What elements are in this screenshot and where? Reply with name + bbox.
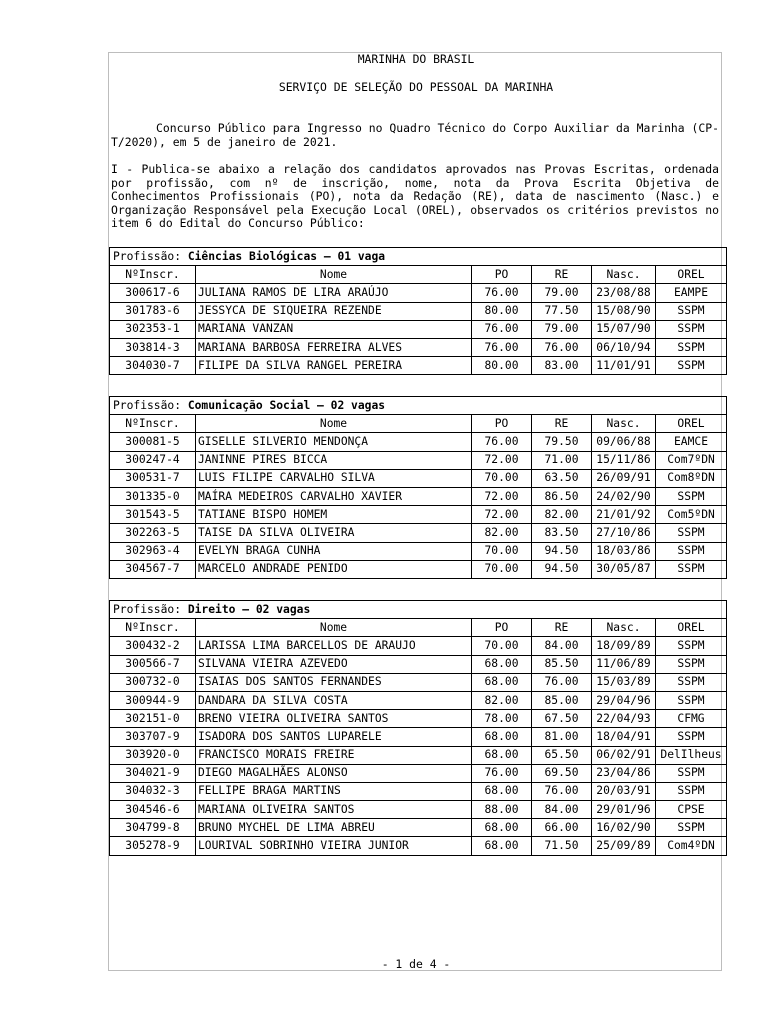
column-header-nome: Nome — [196, 619, 472, 637]
cell-re: 77.50 — [532, 302, 592, 320]
cell-orel: SSPM — [656, 302, 727, 320]
table-row — [110, 710, 727, 728]
cell-re: 84.00 — [532, 801, 592, 819]
cell-orel: SSPM — [656, 691, 727, 709]
cell-nome: MARIANA OLIVEIRA SANTOS — [196, 801, 472, 819]
table-row — [110, 487, 727, 505]
cell-po: 80.00 — [472, 357, 532, 375]
cell-nome: LARISSA LIMA BARCELLOS DE ARAUJO — [196, 637, 472, 655]
cell-insc: 300531-7 — [110, 469, 196, 487]
cell-nasc: 29/01/96 — [592, 801, 656, 819]
cell-nome: MARIANA VANZAN — [196, 320, 472, 338]
cell-re: 85.50 — [532, 655, 592, 673]
cell-orel: SSPM — [656, 338, 727, 356]
cell-insc: 305278-9 — [110, 837, 196, 855]
cell-nasc: 25/09/89 — [592, 837, 656, 855]
cell-nasc: 06/02/91 — [592, 746, 656, 764]
cell-orel: CFMG — [656, 710, 727, 728]
profession-name: Comunicação Social – 02 vagas — [187, 398, 386, 412]
profession-name: Direito – 02 vagas — [187, 602, 311, 616]
column-header-orel: OREL — [656, 619, 727, 637]
document-page — [108, 52, 722, 971]
cell-nasc: 21/01/92 — [592, 506, 656, 524]
cell-orel: SSPM — [656, 320, 727, 338]
cell-insc: 300617-6 — [110, 284, 196, 302]
cell-nome: SILVANA VIEIRA AZEVEDO — [196, 655, 472, 673]
cell-insc: 304030-7 — [110, 357, 196, 375]
cell-nome: ISADORA DOS SANTOS LUPARELE — [196, 728, 472, 746]
table-row — [110, 433, 727, 451]
cell-po: 70.00 — [472, 542, 532, 560]
cell-nome: LOURIVAL SOBRINHO VIEIRA JUNIOR — [196, 837, 472, 855]
cell-orel: SSPM — [656, 655, 727, 673]
column-header-insc: NºInscr. — [110, 415, 196, 433]
table-row — [110, 655, 727, 673]
cell-nome: DANDARA DA SILVA COSTA — [196, 691, 472, 709]
cell-nasc: 06/10/94 — [592, 338, 656, 356]
cell-nasc: 18/09/89 — [592, 637, 656, 655]
cell-orel: EAMCE — [656, 433, 727, 451]
cell-insc: 300081-5 — [110, 433, 196, 451]
cell-orel: Com7ºDN — [656, 451, 727, 469]
cell-po: 72.00 — [472, 451, 532, 469]
cell-re: 63.50 — [532, 469, 592, 487]
cell-po: 76.00 — [472, 338, 532, 356]
profession-title — [110, 397, 727, 415]
cell-po: 72.00 — [472, 487, 532, 505]
table-row — [110, 542, 727, 560]
column-header-nasc: Nasc. — [592, 619, 656, 637]
table-row — [110, 637, 727, 655]
profession-title-row — [110, 397, 727, 415]
profession-title — [110, 248, 727, 266]
cell-orel: SSPM — [656, 782, 727, 800]
table-row — [110, 357, 727, 375]
cell-orel: Com8ºDN — [656, 469, 727, 487]
cell-insc: 300247-4 — [110, 451, 196, 469]
cell-re: 81.00 — [532, 728, 592, 746]
column-header-po: PO — [472, 619, 532, 637]
profession-table — [109, 396, 727, 579]
table-row — [110, 506, 727, 524]
profession-label: Profissão: — [113, 249, 188, 263]
cell-orel: Com4ºDN — [656, 837, 727, 855]
cell-re: 69.50 — [532, 764, 592, 782]
cell-insc: 302353-1 — [110, 320, 196, 338]
cell-re: 79.00 — [532, 320, 592, 338]
cell-nome: LUIS FILIPE CARVALHO SILVA — [196, 469, 472, 487]
cell-nasc: 29/04/96 — [592, 691, 656, 709]
cell-po: 82.00 — [472, 524, 532, 542]
cell-re: 79.50 — [532, 433, 592, 451]
cell-re: 84.00 — [532, 637, 592, 655]
cell-nasc: 15/11/86 — [592, 451, 656, 469]
cell-nome: TAISE DA SILVA OLIVEIRA — [196, 524, 472, 542]
cell-po: 80.00 — [472, 302, 532, 320]
cell-po: 68.00 — [472, 837, 532, 855]
cell-insc: 300944-9 — [110, 691, 196, 709]
cell-insc: 304799-8 — [110, 819, 196, 837]
header-org: MARINHA DO BRASIL — [357, 52, 475, 66]
cell-orel: DelIlheus — [656, 746, 727, 764]
cell-nasc: 15/07/90 — [592, 320, 656, 338]
cell-insc: 300732-0 — [110, 673, 196, 691]
column-header-orel: OREL — [656, 415, 727, 433]
cell-nome: FELLIPE BRAGA MARTINS — [196, 782, 472, 800]
cell-nome: TATIANE BISPO HOMEM — [196, 506, 472, 524]
cell-re: 94.50 — [532, 542, 592, 560]
cell-insc: 302151-0 — [110, 710, 196, 728]
intro-paragraph-1-text: Concurso Público para Ingresso no Quadro Técnico do Corpo Auxiliar da Marinha (CP-T/2020), em 5 de janeiro de 2021. — [111, 121, 719, 149]
column-header-po: PO — [472, 266, 532, 284]
cell-nome: BRENO VIEIRA OLIVEIRA SANTOS — [196, 710, 472, 728]
column-header-re: RE — [532, 266, 592, 284]
cell-po: 68.00 — [472, 746, 532, 764]
cell-re: 85.00 — [532, 691, 592, 709]
cell-nome: FILIPE DA SILVA RANGEL PEREIRA — [196, 357, 472, 375]
cell-nasc: 22/04/93 — [592, 710, 656, 728]
cell-nasc: 15/03/89 — [592, 673, 656, 691]
cell-orel: SSPM — [656, 487, 727, 505]
cell-insc: 302263-5 — [110, 524, 196, 542]
cell-po: 68.00 — [472, 819, 532, 837]
cell-re: 76.00 — [532, 782, 592, 800]
cell-orel: SSPM — [656, 728, 727, 746]
profession-label: Profissão: — [113, 602, 188, 616]
cell-po: 72.00 — [472, 506, 532, 524]
cell-orel: SSPM — [656, 819, 727, 837]
table-header-row — [110, 415, 727, 433]
cell-orel: SSPM — [656, 357, 727, 375]
table-header-row — [110, 266, 727, 284]
cell-insc: 303920-0 — [110, 746, 196, 764]
cell-nasc: 23/08/88 — [592, 284, 656, 302]
cell-insc: 304546-6 — [110, 801, 196, 819]
table-row — [110, 673, 727, 691]
cell-nasc: 20/03/91 — [592, 782, 656, 800]
cell-orel: EAMPE — [656, 284, 727, 302]
cell-po: 68.00 — [472, 673, 532, 691]
profession-title-row — [110, 248, 727, 266]
intro-paragraph-2: I - Publica-se abaixo a relação dos candidatos aprovados nas Provas Escritas, ordenada por profissão, com nº de inscrição, nome, nota da Prova Escrita Objetiva de Conhecimentos Profissionais (PO), nota da Redação (RE), data de nascimento (Nasc.) e Organização Responsável pela Execução Local (OREL), observados os critérios previstos no item 6 do Edital do Concurso Público: — [111, 162, 719, 231]
cell-re: 76.00 — [532, 338, 592, 356]
cell-re: 83.50 — [532, 524, 592, 542]
cell-po: 82.00 — [472, 691, 532, 709]
cell-nasc: 16/02/90 — [592, 819, 656, 837]
page-indicator: - 1 de 4 - — [381, 957, 451, 971]
profession-table — [109, 600, 727, 856]
intro-paragraph-1 — [111, 122, 719, 149]
cell-nome: GISELLE SILVERIO MENDONÇA — [196, 433, 472, 451]
column-header-re: RE — [532, 415, 592, 433]
cell-re: 71.00 — [532, 451, 592, 469]
cell-re: 82.00 — [532, 506, 592, 524]
cell-re: 76.00 — [532, 673, 592, 691]
cell-insc: 304032-3 — [110, 782, 196, 800]
cell-re: 86.50 — [532, 487, 592, 505]
cell-orel: SSPM — [656, 560, 727, 578]
cell-re: 79.00 — [532, 284, 592, 302]
cell-insc: 304567-7 — [110, 560, 196, 578]
cell-nasc: 18/04/91 — [592, 728, 656, 746]
cell-orel: SSPM — [656, 637, 727, 655]
column-header-re: RE — [532, 619, 592, 637]
table-row — [110, 782, 727, 800]
profession-name: Ciências Biológicas – 01 vaga — [187, 249, 386, 263]
table-row — [110, 728, 727, 746]
cell-re: 83.00 — [532, 357, 592, 375]
cell-orel: CPSE — [656, 801, 727, 819]
cell-orel: Com5ºDN — [656, 506, 727, 524]
cell-nasc: 30/05/87 — [592, 560, 656, 578]
cell-insc: 303707-9 — [110, 728, 196, 746]
column-header-nome: Nome — [196, 415, 472, 433]
cell-re: 66.00 — [532, 819, 592, 837]
profession-table — [109, 247, 727, 375]
cell-orel: SSPM — [656, 524, 727, 542]
cell-po: 68.00 — [472, 655, 532, 673]
column-header-insc: NºInscr. — [110, 619, 196, 637]
cell-insc: 301335-0 — [110, 487, 196, 505]
cell-nasc: 11/01/91 — [592, 357, 656, 375]
cell-nasc: 09/06/88 — [592, 433, 656, 451]
table-row — [110, 302, 727, 320]
column-header-nasc: Nasc. — [592, 415, 656, 433]
cell-nasc: 23/04/86 — [592, 764, 656, 782]
cell-po: 76.00 — [472, 764, 532, 782]
column-header-po: PO — [472, 415, 532, 433]
table-row — [110, 691, 727, 709]
cell-po: 76.00 — [472, 320, 532, 338]
cell-insc: 300432-2 — [110, 637, 196, 655]
cell-orel: SSPM — [656, 542, 727, 560]
cell-insc: 304021-9 — [110, 764, 196, 782]
table-row — [110, 746, 727, 764]
cell-nome: FRANCISCO MORAIS FREIRE — [196, 746, 472, 764]
cell-nome: MAÍRA MEDEIROS CARVALHO XAVIER — [196, 487, 472, 505]
profession-title-row — [110, 601, 727, 619]
cell-po: 88.00 — [472, 801, 532, 819]
cell-nome: JANINNE PIRES BICCA — [196, 451, 472, 469]
cell-orel: SSPM — [656, 764, 727, 782]
column-header-nasc: Nasc. — [592, 266, 656, 284]
column-header-insc: NºInscr. — [110, 266, 196, 284]
cell-nome: JULIANA RAMOS DE LIRA ARAÚJO — [196, 284, 472, 302]
column-header-orel: OREL — [656, 266, 727, 284]
cell-insc: 303814-3 — [110, 338, 196, 356]
cell-insc: 301783-6 — [110, 302, 196, 320]
table-row — [110, 801, 727, 819]
cell-po: 68.00 — [472, 782, 532, 800]
table-row — [110, 320, 727, 338]
cell-re: 67.50 — [532, 710, 592, 728]
cell-nome: DIEGO MAGALHÃES ALONSO — [196, 764, 472, 782]
cell-nasc: 27/10/86 — [592, 524, 656, 542]
profession-title — [110, 601, 727, 619]
cell-nome: MARIANA BARBOSA FERREIRA ALVES — [196, 338, 472, 356]
cell-nome: EVELYN BRAGA CUNHA — [196, 542, 472, 560]
cell-re: 94.50 — [532, 560, 592, 578]
cell-po: 70.00 — [472, 469, 532, 487]
cell-nome: ISAIAS DOS SANTOS FERNANDES — [196, 673, 472, 691]
cell-nasc: 24/02/90 — [592, 487, 656, 505]
table-header-row — [110, 619, 727, 637]
cell-insc: 301543-5 — [110, 506, 196, 524]
cell-po: 76.00 — [472, 433, 532, 451]
table-row — [110, 764, 727, 782]
table-row — [110, 451, 727, 469]
table-row — [110, 284, 727, 302]
cell-insc: 302963-4 — [110, 542, 196, 560]
cell-po: 70.00 — [472, 560, 532, 578]
table-row — [110, 338, 727, 356]
cell-nome: JESSYCA DE SIQUEIRA REZENDE — [196, 302, 472, 320]
cell-nasc: 26/09/91 — [592, 469, 656, 487]
cell-po: 78.00 — [472, 710, 532, 728]
cell-re: 71.50 — [532, 837, 592, 855]
table-row — [110, 524, 727, 542]
profession-label: Profissão: — [113, 398, 188, 412]
cell-orel: SSPM — [656, 673, 727, 691]
cell-po: 70.00 — [472, 637, 532, 655]
table-row — [110, 837, 727, 855]
cell-po: 68.00 — [472, 728, 532, 746]
cell-po: 76.00 — [472, 284, 532, 302]
cell-re: 65.50 — [532, 746, 592, 764]
cell-nome: MARCELO ANDRADE PENIDO — [196, 560, 472, 578]
cell-nasc: 11/06/89 — [592, 655, 656, 673]
cell-insc: 300566-7 — [110, 655, 196, 673]
cell-nasc: 15/08/90 — [592, 302, 656, 320]
column-header-nome: Nome — [196, 266, 472, 284]
cell-nasc: 18/03/86 — [592, 542, 656, 560]
table-row — [110, 560, 727, 578]
cell-nome: BRUNO MYCHEL DE LIMA ABREU — [196, 819, 472, 837]
header-service: SERVIÇO DE SELEÇÃO DO PESSOAL DA MARINHA — [278, 80, 554, 94]
table-row — [110, 819, 727, 837]
table-row — [110, 469, 727, 487]
